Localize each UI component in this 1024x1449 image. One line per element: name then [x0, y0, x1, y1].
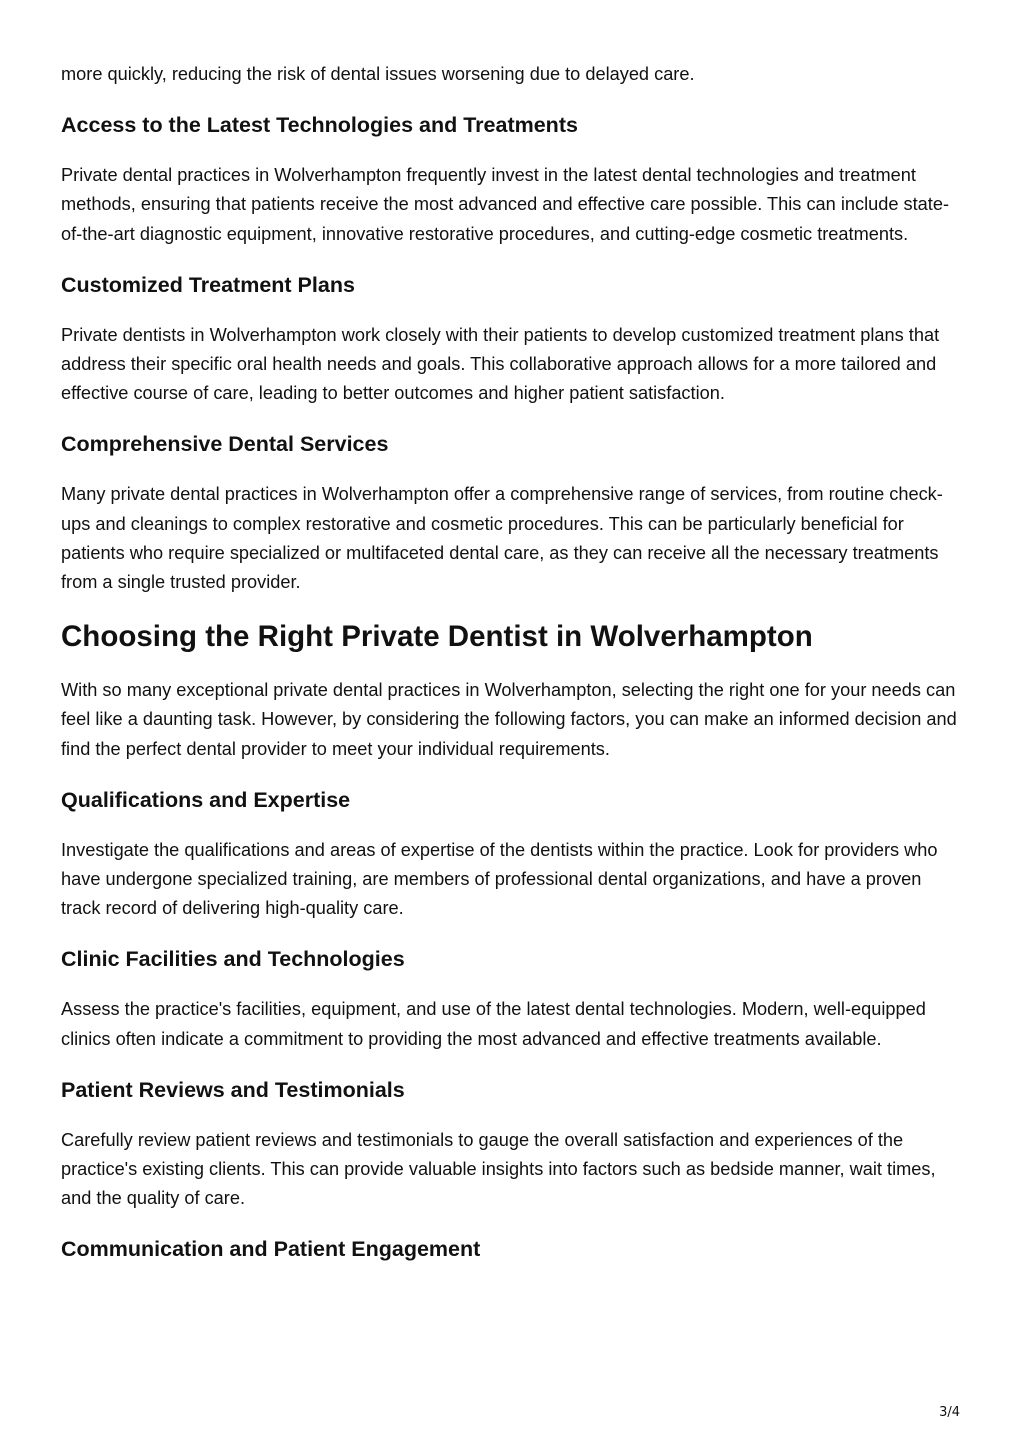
factor-body-qualifications: Investigate the qualifications and areas of expertise of the dentists within the practice. Look for providers who have undergone specialized training, are members of professional dental organizations, and have a proven track record of delivering high-quality care. — [61, 839, 938, 919]
section-heading-technologies: Access to the Latest Technologies and Treatments — [61, 113, 578, 138]
factor-heading-reviews: Patient Reviews and Testimonials — [61, 1077, 405, 1102]
factor-heading-qualifications: Qualifications and Expertise — [61, 787, 351, 812]
factor-body-reviews: Carefully review patient reviews and testimonials to gauge the overall satisfaction and experiences of the practice's existing clients. This can provide valuable insights into factors such as bedside manner, wait times, and the quality of care. — [61, 1129, 936, 1209]
factor-body-facilities: Assess the practice's facilities, equipment, and use of the latest dental technologies. Modern, well-equipped clinics often indicate a commitment to providing the most advanced and effective treatments available. — [61, 999, 926, 1049]
main-intro-paragraph: With so many exceptional private dental practices in Wolverhampton, selecting the right one for your needs can feel like a daunting task. However, by considering the following factors, you can make an informed decision and find the perfect dental provider to meet your individual requirements. — [61, 680, 957, 759]
page-number: 3/4 — [939, 1405, 960, 1420]
intro-paragraph: more quickly, reducing the risk of dental issues worsening due to delayed care. — [61, 64, 695, 84]
main-heading: Choosing the Right Private Dentist in Wolverhampton — [61, 620, 813, 654]
factor-heading-facilities: Clinic Facilities and Technologies — [61, 947, 405, 972]
section-body-comprehensive-services: Many private dental practices in Wolverhampton offer a comprehensive range of services, from routine check-ups and cleanings to complex restorative and cosmetic procedures. This can be particularly beneficial for patients who require specialized or multifaceted dental care, as they can receive all the necessary treatments from a single trusted provider. — [61, 484, 943, 593]
document-page — [61, 60, 963, 1264]
section-heading-comprehensive-services: Comprehensive Dental Services — [61, 432, 389, 457]
factor-heading-communication: Communication and Patient Engagement — [61, 1237, 481, 1262]
section-heading-customized-plans: Customized Treatment Plans — [61, 272, 355, 297]
section-body-technologies: Private dental practices in Wolverhampton frequently invest in the latest dental technologies and treatment methods, ensuring that patients receive the most advanced and effective care possible. This can include state-of-the-art diagnostic equipment, innovative restorative procedures, and cutting-edge cosmetic treatments. — [61, 165, 949, 244]
section-body-customized-plans: Private dentists in Wolverhampton work closely with their patients to develop customized treatment plans that address their specific oral health needs and goals. This collaborative approach allows for a more tailored and effective course of care, leading to better outcomes and higher patient satisfaction. — [61, 324, 940, 404]
